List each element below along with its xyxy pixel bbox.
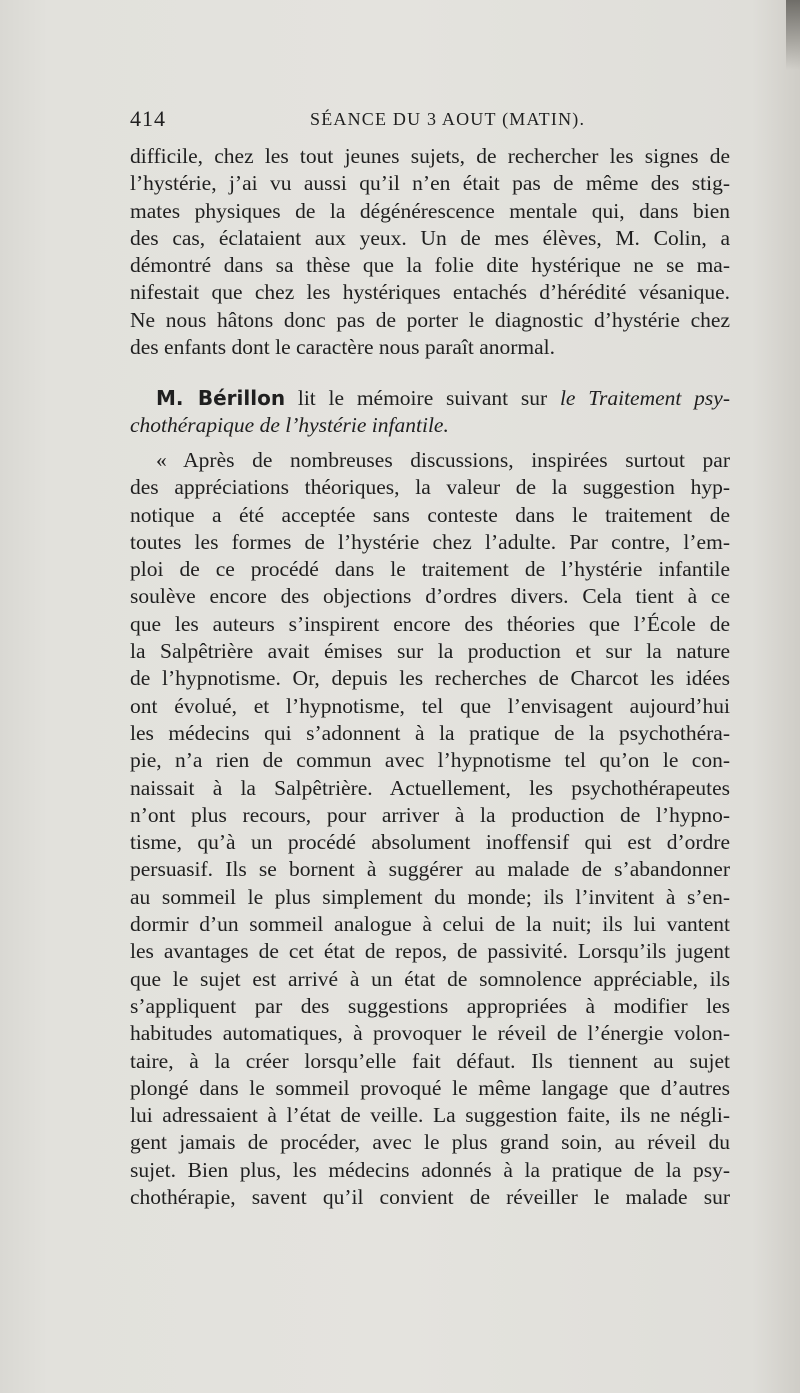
memoir-title-part2: chothérapique de l’hystérie infantile. <box>130 413 449 438</box>
text-line: nifestait que chez les hystériques entachés d’hérédité vésanique. <box>130 280 730 305</box>
text-line: des cas, éclataient aux yeux. Un de mes élèves, M. Colin, a <box>130 225 730 250</box>
memoir-title-part1: le Traitement psy- <box>559 386 730 410</box>
text-line: les avantages de cet état de repos, de passivité. Lorsqu’ils jugent <box>130 939 730 964</box>
text-line: des appréciations théoriques, la valeur de la suggestion hyp- <box>130 475 730 500</box>
running-head: SÉANCE DU 3 AOUT (MATIN). <box>310 109 586 129</box>
text-line: ont évolué, et l’hypnotisme, tel que l’envisagent aujourd’hui <box>130 693 730 718</box>
text-line: que les auteurs s’inspirent encore des théories que l’École de <box>130 611 730 636</box>
text-line: sujet. Bien plus, les médecins adonnés à la pratique de la psy- <box>130 1157 730 1182</box>
text-line: dormir d’un sommeil analogue à celui de la nuit; ils lui vantent <box>130 912 730 937</box>
text-line: difficile, chez les tout jeunes sujets, de rechercher les signes de <box>130 144 730 168</box>
text-line: mates physiques de la dégénérescence mentale qui, dans bien <box>130 198 730 223</box>
text-line: que le sujet est arrivé à un état de somnolence appréciable, ils <box>130 966 730 991</box>
text-line: « Après de nombreuses discussions, inspirées surtout par <box>156 448 730 472</box>
text-line: chothérapie, savent qu’il convient de réveiller le malade sur <box>130 1185 730 1210</box>
text-line <box>130 385 730 412</box>
paragraph-continuation <box>130 143 730 361</box>
page-header <box>130 106 730 136</box>
text-line: les médecins qui s’adonnent à la pratique de la psychothéra- <box>130 720 730 745</box>
text-line: soulève encore des objections d’ordres divers. Cela tient à ce <box>130 584 730 609</box>
text-line: la Salpêtrière avait émises sur la production et sur la nature <box>130 639 730 664</box>
paragraph-speaker-intro <box>130 385 730 440</box>
text-line: gent jamais de procéder, avec le plus grand soin, au réveil du <box>130 1130 730 1155</box>
text-line: notique a été acceptée sans conteste dans le traitement de <box>130 502 730 527</box>
text-line: persuasif. Ils se bornent à suggérer au malade de s’abandonner <box>130 857 730 882</box>
text-line: n’ont plus recours, pour arriver à la production de l’hypno- <box>130 802 730 827</box>
text-line: ploi de ce procédé dans le traitement de l’hystérie infantile <box>130 557 730 582</box>
text-line: Ne nous hâtons donc pas de porter le diagnostic d’hystérie chez <box>130 307 730 332</box>
speaker-name: M. Bérillon <box>156 386 286 410</box>
text-line: taire, à la créer lorsqu’elle fait défaut. Ils tiennent au sujet <box>130 1048 730 1073</box>
text-line: s’appliquent par des suggestions appropriées à modifier les <box>130 993 730 1018</box>
text-line: habitudes automatiques, à provoquer le réveil de l’énergie volon- <box>130 1021 730 1046</box>
paragraph-memoir <box>130 447 730 1211</box>
text-line: démontré dans sa thèse que la folie dite hystérique ne se ma- <box>130 253 730 278</box>
text-line: de l’hypnotisme. Or, depuis les recherches de Charcot les idées <box>130 666 730 691</box>
text-line: au sommeil le plus simplement du monde; ils l’invitent à s’en- <box>130 884 730 909</box>
text-line: tisme, qu’à un procédé absolument inoffensif qui est d’ordre <box>130 830 730 855</box>
text-line: naissait à la Salpêtrière. Actuellement, les psychothérapeutes <box>130 775 730 800</box>
page-number: 414 <box>130 106 166 131</box>
text-line: lui adressaient à l’état de veille. La suggestion faite, ils ne négli- <box>130 1103 730 1128</box>
text-line: des enfants dont le caractère nous paraît anormal. <box>130 335 556 360</box>
text-line: pie, n’a rien de commun avec l’hypnotisme tel qu’on le con- <box>130 748 730 773</box>
intro-text: lit le mémoire suivant sur <box>285 386 560 410</box>
text-line: l’hystérie, j’ai vu aussi qu’il n’en était pas de même des stig- <box>130 171 730 196</box>
text-line: plongé dans le sommeil provoqué le même langage que d’autres <box>130 1075 730 1100</box>
page-edge-shadow <box>786 0 800 70</box>
text-line: toutes les formes de l’hystérie chez l’adulte. Par contre, l’em- <box>130 529 730 554</box>
